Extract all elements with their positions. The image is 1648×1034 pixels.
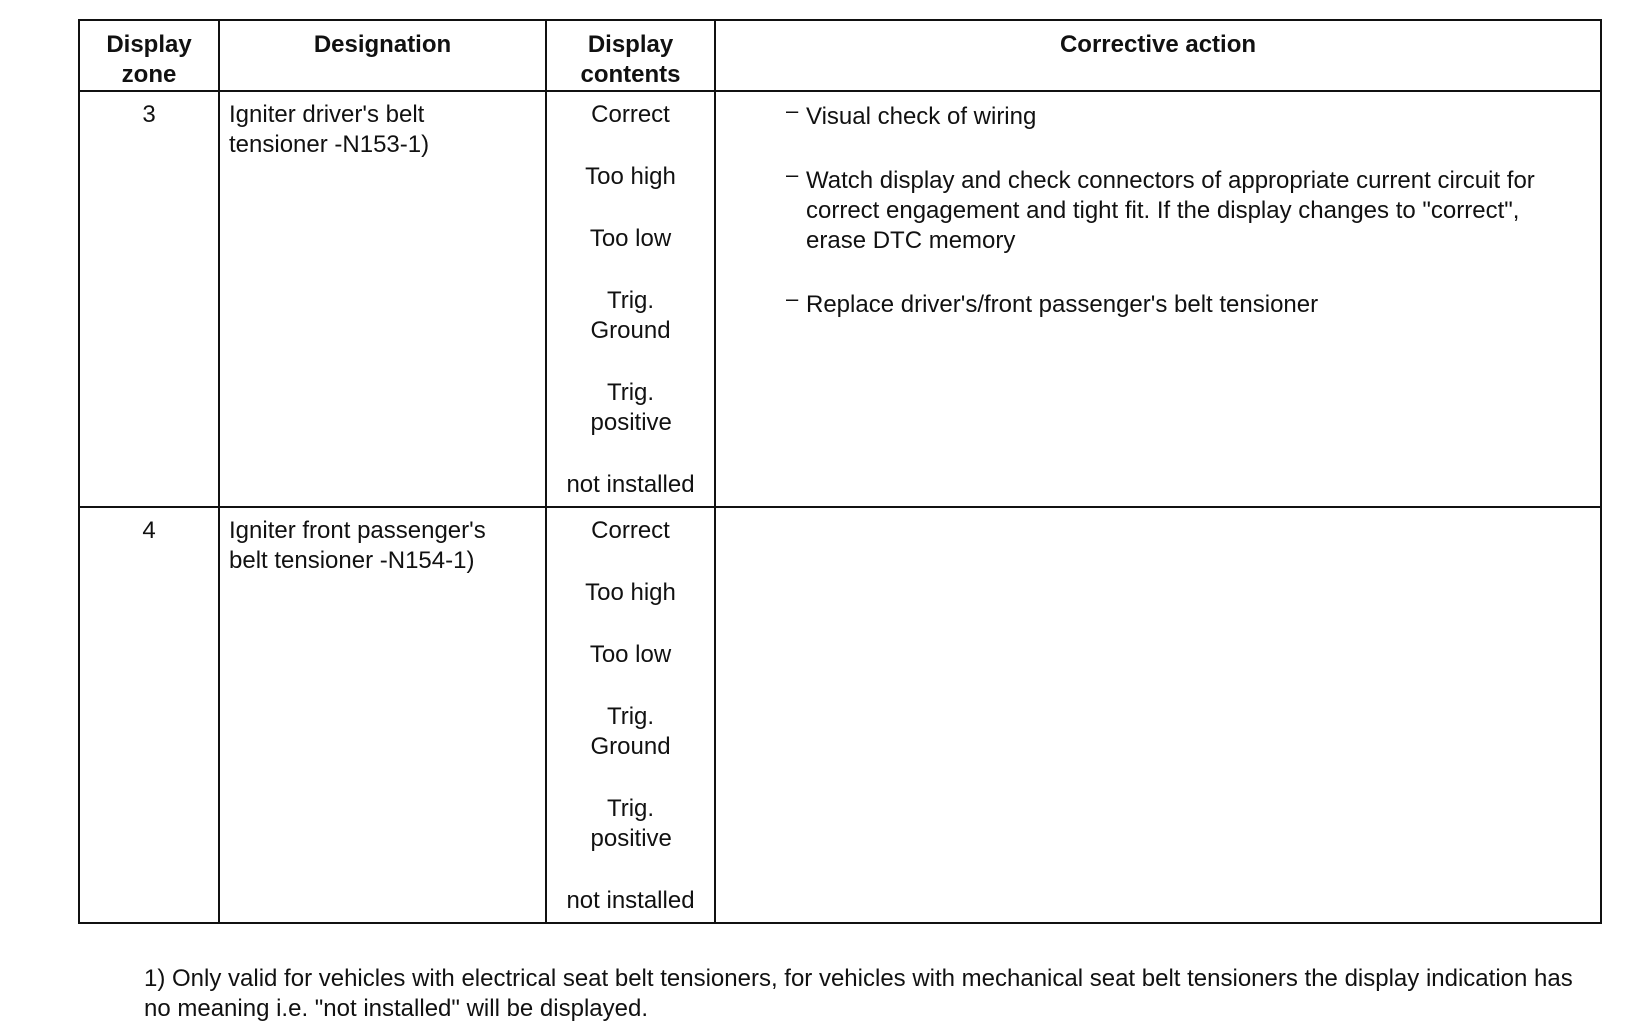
action-cell xyxy=(715,91,1601,507)
header-corrective-action: Corrective action xyxy=(715,20,1601,91)
contents-cell xyxy=(546,507,715,923)
zone-cell: 4 xyxy=(79,507,219,923)
content-item: Trig. Ground xyxy=(590,703,671,760)
dash-bullet: – xyxy=(786,98,799,123)
action-text: Watch display and check connectors of appropriate current circuit for correct engagement and tight fit. If the display changes to "correct", erase DTC memory xyxy=(806,167,1535,254)
footnote: 1) Only valid for vehicles with electrical seat belt tensioners, for vehicles with mechanical seat belt tensioners the display indication has no meaning i.e. "not installed" will be displayed. xyxy=(144,965,1573,1022)
content-item: not installed xyxy=(566,471,695,498)
action-item xyxy=(786,98,1586,132)
content-item: Too low xyxy=(589,641,672,668)
content-item: not installed xyxy=(566,887,695,914)
action-item xyxy=(786,286,1586,320)
header-display-zone: Display zone xyxy=(79,20,219,91)
table-row xyxy=(79,91,1601,507)
content-item: Correct xyxy=(591,101,670,128)
header-display-contents: Display contents xyxy=(546,20,715,91)
zone-cell: 3 xyxy=(79,91,219,507)
dash-bullet: – xyxy=(786,286,799,311)
action-item xyxy=(786,162,1586,256)
header-row xyxy=(79,20,1601,91)
content-item: Trig. Ground xyxy=(590,287,671,344)
designation-cell: Igniter driver's belt tensioner -N153-1) xyxy=(219,91,546,507)
designation-cell: Igniter front passenger's belt tensioner -N154-1) xyxy=(219,507,546,923)
dash-bullet: – xyxy=(786,162,799,187)
content-item: Trig. positive xyxy=(590,795,672,852)
content-item: Too high xyxy=(585,163,676,190)
table-row xyxy=(79,507,1601,923)
contents-cell xyxy=(546,91,715,507)
content-item: Trig. positive xyxy=(590,379,672,436)
content-item: Correct xyxy=(591,517,670,544)
diagnostic-table xyxy=(78,19,1602,924)
header-designation: Designation xyxy=(219,20,546,91)
action-text: Visual check of wiring xyxy=(806,103,1037,130)
content-item: Too high xyxy=(585,579,676,606)
action-cell xyxy=(715,507,1601,923)
action-text: Replace driver's/front passenger's belt tensioner xyxy=(806,291,1319,318)
content-item: Too low xyxy=(589,225,672,252)
